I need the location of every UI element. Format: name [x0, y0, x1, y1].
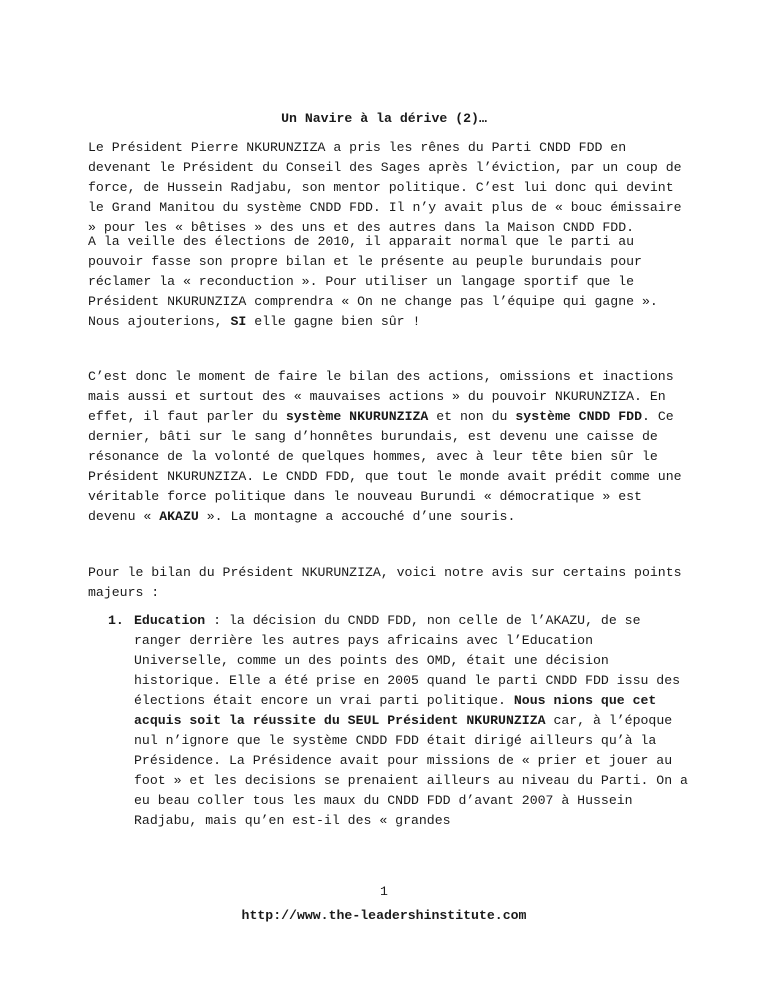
numbered-list: [88, 611, 688, 831]
paragraph-4: Pour le bilan du Président NKURUNZIZA, voici notre avis sur certains points majeurs :: [88, 565, 682, 600]
paragraph-3-bold-akazu: AKAZU: [159, 509, 199, 524]
list-item-number: 1.: [108, 613, 124, 628]
page-number: 1: [380, 884, 388, 899]
paragraph-3-text-e: . Ce dernier, bâti sur le sang d’honnêtes burundais, est devenu une caisse de résonance de la volonté de quelques hommes, avec à leur tête bien sûr le Président NKURUNZIZA. Le CNDD FDD, que tout le monde avait prédit comme une véritable force politique dans le nouveau Burundi « démocratique » est devenu «: [88, 409, 682, 524]
paragraph-2-bold-si: SI: [230, 314, 247, 329]
paragraph-2-text-a: A la veille des élections de 2010, il apparait normal que le parti au pouvoir fasse son propre bilan et le présente au peuple burundais pour réclamer la « reconduction ». Pour utiliser un langage sportif que le Président NKURUNZIZA comprendra « On ne change pas l’équipe qui gagne ». Nous ajouterions,: [88, 234, 658, 329]
document-title: Un Navire à la dérive (2)…: [281, 111, 487, 126]
paragraph-3-text-c: et non du: [428, 409, 516, 424]
paragraph-3-bold-systeme-cndd-fdd: système CNDD FDD: [515, 409, 642, 424]
paragraph-1: Le Président Pierre NKURUNZIZA a pris les rênes du Parti CNDD FDD en devenant le Président du Conseil des Sages après l’éviction, par un coup de force, de Hussein Radjabu, son mentor politique. C’est lui donc qui devint le Grand Manitou du système CNDD FDD. Il n’y avait plus de « bouc émissaire » pour les « bêtises » des uns et des autres dans la Maison CNDD FDD.: [88, 140, 682, 235]
paragraph-3: [88, 367, 688, 527]
paragraph-3-bold-systeme-nkurunziza: système NKURUNZIZA: [285, 409, 429, 424]
paragraph-3-text-g: ». La montagne a accouché d’une souris.: [198, 509, 516, 524]
list-item-bold-text: Nous nions que cet acquis soit la réussite du SEUL Président NKURUNZIZA: [134, 693, 657, 728]
paragraph-3-text-a: C’est donc le moment de faire le bilan des actions, omissions et inactions mais aussi et surtout des « mauvaises actions » du pouvoir NKURUNZIZA. En effet, il faut parler du: [88, 369, 674, 424]
paragraph-2-text-c: elle gagne bien sûr !: [246, 314, 421, 329]
list-item-heading: Education: [134, 613, 206, 628]
list-item-text-c: car, à l’époque nul n’ignore que le système CNDD FDD était dirigé ailleurs qu’à la Présidence. La Présidence avait pour missions de « prier et jouer au foot » et les decisions se prenaient ailleurs au niveau du Parti. On a eu beau coller tous les maux du CNDD FDD d’avant 2007 à Hussein Radjabu, mais qu’en est-il des « grandes: [134, 713, 688, 828]
paragraph-2: [88, 232, 688, 332]
list-item: [88, 611, 688, 831]
list-item-text-a: : la décision du CNDD FDD, non celle de l’AKAZU, de se ranger derrière les autres pays africains avec l’Education Universelle, comme un des points des OMD, était une décision historique. Elle a été prise en 2005 quand le parti CNDD FDD issu des élections était encore un vrai parti politique.: [134, 613, 681, 708]
footer-url-link[interactable]: http://www.the-leadershinstitute.com: [241, 908, 527, 923]
